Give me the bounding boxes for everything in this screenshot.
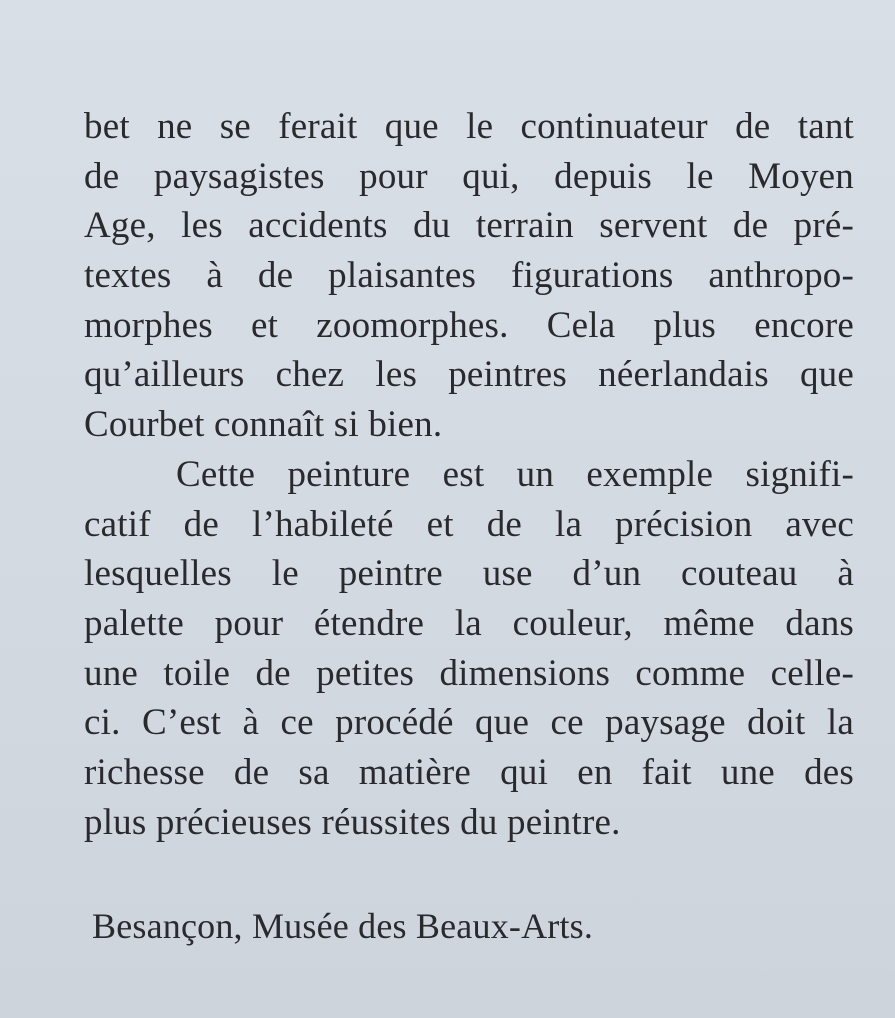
text-line: une toile de petites dimensions comme celle- xyxy=(84,652,854,694)
paragraph-1 xyxy=(84,102,854,450)
text-line: richesse de sa matière qui en fait une des xyxy=(84,751,854,793)
text-line: qu’ailleurs chez les peintres néerlandais que xyxy=(84,354,854,396)
text-line: Cette peinture est un exemple signifi- xyxy=(176,453,854,495)
text-line: morphes et zoomorphes. Cela plus encore xyxy=(84,304,854,346)
body-text xyxy=(84,102,854,847)
text-line: palette pour étendre la couleur, même dans xyxy=(84,602,854,644)
paragraph-2 xyxy=(84,450,854,848)
location-caption: Besançon, Musée des Beaux-Arts. xyxy=(92,906,594,946)
text-line: bet ne se ferait que le continuateur de tant xyxy=(84,106,854,147)
text-line: lesquelles le peintre use d’un couteau à xyxy=(84,553,854,595)
text-line: ci. C’est à ce procédé que ce paysage doit la xyxy=(84,702,854,744)
text-line: textes à de plaisantes figurations anthropo- xyxy=(84,255,854,297)
text-line: de paysagistes pour qui, depuis le Moyen xyxy=(84,155,854,197)
text-line: catif de l’habileté et de la précision avec xyxy=(84,503,854,545)
text-line: Age, les accidents du terrain servent de pré- xyxy=(84,205,854,247)
text-line: Courbet connaît si bien. xyxy=(84,404,443,446)
text-line: plus précieuses réussites du peintre. xyxy=(84,801,621,843)
